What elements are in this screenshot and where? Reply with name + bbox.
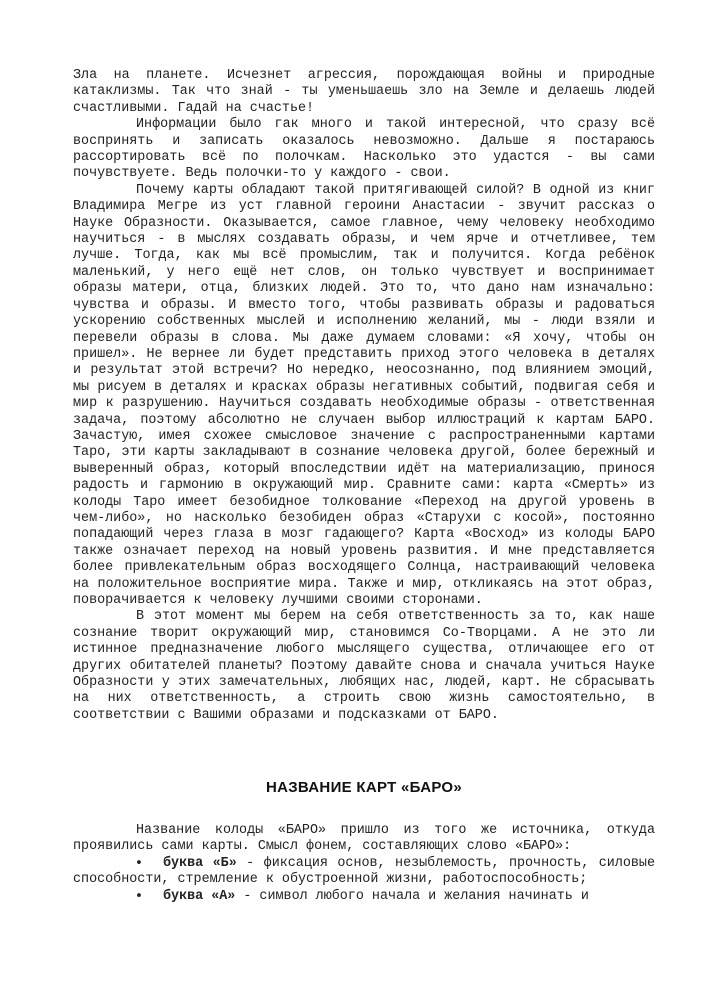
bullet-text: - фиксация основ, незыблемость, прочность, силовые способности, стремление к обустроенной жизни, работоспособность; [73, 855, 655, 888]
list-item [73, 856, 655, 889]
paragraph-2: Информации было гак много и такой интересной, что сразу всё воспринять и записать оказалось невозможно. Дальше я постараюсь рассортировать всё по полочкам. Насколько это удастся - вы сами почувствуете. Ведь полочки-то у каждого - свои. [73, 117, 655, 182]
paragraph-3: Почему карты обладают такой притягивающей силой? В одной из книг Владимира Мегре из уст главной героини Анастасии - звучит рассказ о Науке Образности. Оказывается, самое главное, чему человеку необходимо научиться - в мыслях создавать образы, и чем ярче и отчетливее, тем лучше. Тогда, как мы всё промыслим, так и получится. Когда ребёнок маленький, у него ещё нет слов, он только чувствует и воспринимает образы матери, отца, близких людей. Это то, что дано нам изначально: чувства и образы. И вместо того, чтобы развивать образы и радоваться ускорению собственных мыслей и исполнению желаний, мы - люди взяли и перевели образы в слова. Мы даже думаем словами: «Я хочу, чтобы он пришел». Не вернее ли будет представить приход этого человека в деталях и результат этой встречи? Но нередко, неосознанно, под влиянием эмоций, мы рисуем в деталях и красках образы негативных событий, подвигая себя и мир к разрушению. Научиться создавать необходимые образы - ответственная задача, поэтому абсолютно не случаен выбор иллюстраций к картам БАРО. Зачастую, имея схожее смысловое значение с распространенными картами Таро, эти карты закладывают в сознание человека другой, более бережный и выверенный образ, который впоследствии идёт на материализацию, принося радость и гармонию в окружающий мир. Сравните сами: карта «Смерть» из колоды Таро имеет безобидное толкование «Переход на другой уровень в чем-либо», но насколько безобиден образ «Старухи с косой», постоянно попадающий через глаза в мозг гадающего? Карта «Восход» из колоды БАРО также означает переход на новый уровень развития. И мне представляется более привлекательным образ восходящего Солнца, настраивающий человека на положительное восприятие мира. Также и мир, откликаясь на этот образ, поворачивается к человеку лучшими своими сторонами. [73, 182, 655, 608]
document-body [73, 68, 655, 724]
paragraph-1: Зла на планете. Исчезнет агрессия, порождающая войны и природные катаклизмы. Так что знай - ты уменьшаешь зло на Земле и делаешь людей счастливыми. Гадай на счастье! [73, 68, 655, 116]
bullet-term: буква «Б» [163, 855, 237, 871]
bullet-term: буква «А» [163, 888, 236, 904]
section-heading: НАЗВАНИЕ КАРТ «БАРО» [265, 779, 463, 796]
section-body [73, 823, 655, 905]
list-item [73, 889, 655, 905]
bullet-icon: • [135, 888, 143, 904]
bullet-icon: • [135, 855, 143, 871]
paragraph-4: В этот момент мы берем на себя ответственность за то, как наше сознание творит окружающий мир, становимся Со-Творцами. А не это ли истинное предназначение любого мыслящего существа, отличающее его от других обитателей планеты? Поэтому давайте снова и сначала учиться Науке Образности у этих замечательных, любящих нас, людей, карт. Не сбрасывать на них ответственность, а строить свою жизнь самостоятельно, в соответствии с Вашими образами и подсказками от БАРО. [73, 609, 655, 723]
section-intro: Название колоды «БАРО» пришло из того же источника, откуда проявились сами карты. Смысл фонем, составляющих слово «БАРО»: [73, 823, 655, 855]
bullet-text: - символ любого начала и желания начинать и [235, 888, 589, 904]
